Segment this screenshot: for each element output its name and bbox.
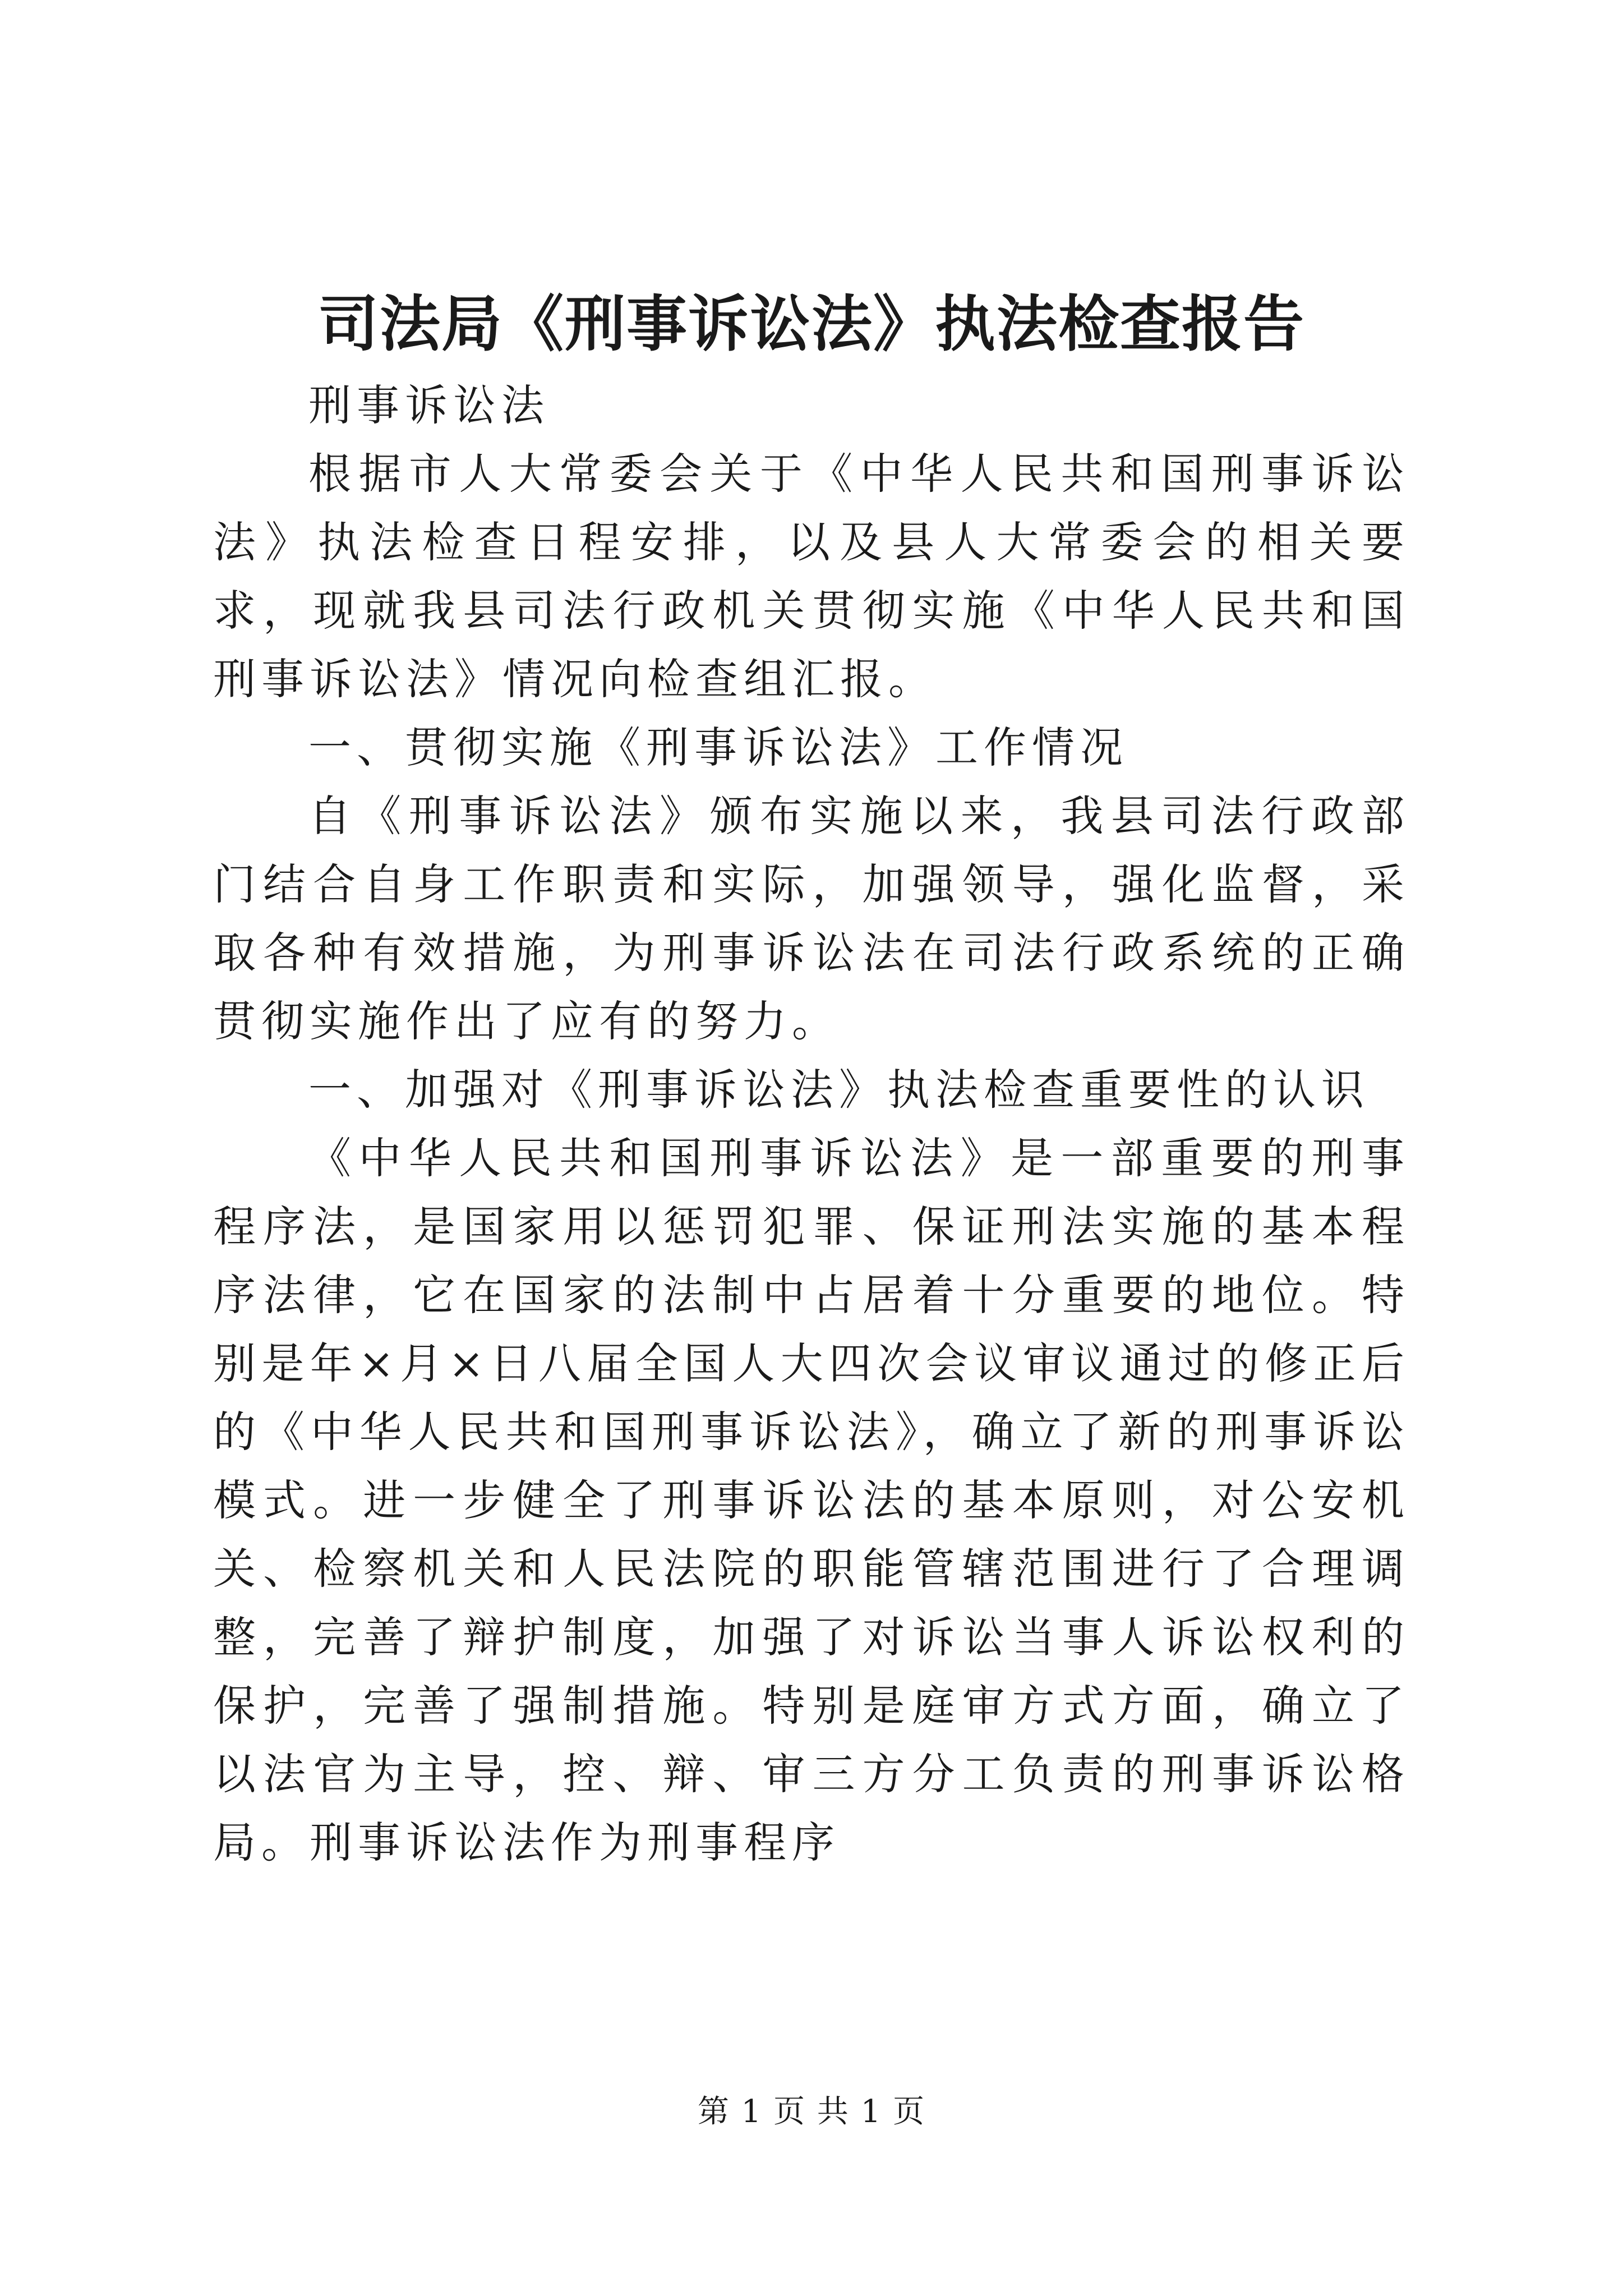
paragraph-section-2: 《中华人民共和国刑事诉讼法》是一部重要的刑事程序法，是国家用以惩罚犯罪、保证刑法实施的基本程序法律，它在国家的法制中占居着十分重要的地位。特别是年×月×日八届全国人大四次会议审议通过的修正后的《中华人民共和国刑事诉讼法》，确立了新的刑事诉讼模式。进一步健全了刑事诉讼法的基本原则，对公安机关、检察机关和人民法院的职能管辖范围进行了合理调整，完善了辩护制度，加强了对诉讼当事人诉讼权利的保护，完善了强制措施。特别是庭审方式方面，确立了以法官为主导，控、辩、审三方分工负责的刑事诉讼格局。刑事诉讼法作为刑事程序 xyxy=(213,1133,1410,1867)
paragraph-intro: 根据市人大常委会关于《中华人民共和国刑事诉讼法》执法检查日程安排，以及县人大常委会的相关要求，现就我县司法行政机关贯彻实施《中华人民共和国刑事诉讼法》情况向检查组汇报。 xyxy=(213,449,1410,704)
document-body xyxy=(213,371,1410,1877)
paragraph-subtitle: 刑事诉讼法 xyxy=(308,380,550,430)
section-heading-1: 一、贯彻实施《刑事诉讼法》工作情况 xyxy=(308,723,1128,772)
document-title: 司法局《刑事诉讼法》执法检查报告 xyxy=(317,289,1305,360)
paragraph-section-1: 自《刑事诉讼法》颁布实施以来，我县司法行政部门结合自身工作职责和实际，加强领导，强化监督，采取各种有效措施，为刑事诉讼法在司法行政系统的正确贯彻实施作出了应有的努力。 xyxy=(213,791,1410,1046)
page-footer: 第 1 页 共 1 页 xyxy=(697,2093,926,2130)
section-heading-2: 一、加强对《刑事诉讼法》执法检查重要性的认识 xyxy=(308,1065,1370,1115)
